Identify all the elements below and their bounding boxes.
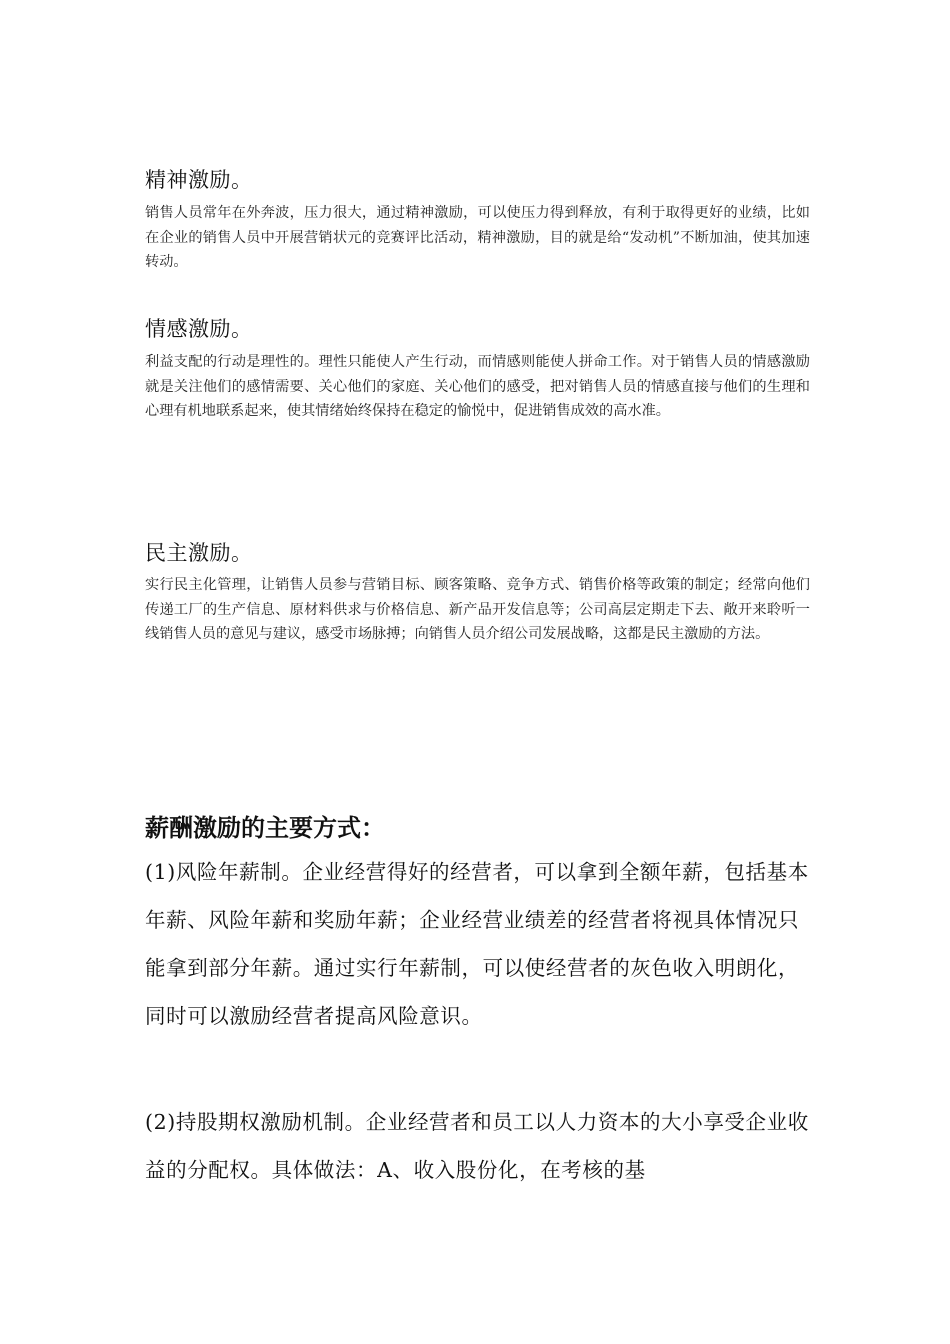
section-body-democratic: 实行民主化管理，让销售人员参与营销目标、顾客策略、竞争方式、销售价格等政策的制定；经常向他们传递工厂的生产信息、原材料供求与价格信息、新产品开发信息等；公司高层定期走下去、敞开来聆听一线销售人员的意见与建议，感受市场脉搏；向销售人员介绍公司发展战略，这都是民主激励的方法。 bbox=[145, 577, 810, 642]
section-body-emotional: 利益支配的行动是理性的。理性只能使人产生行动，而情感则能使人拼命工作。对于销售人员的情感激励就是关注他们的感情需要、关心他们的家庭、关心他们的感受，把对销售人员的情感直接与他们的生理和心理有机地联系起来，使其情绪始终保持在稳定的愉悦中，促进销售成效的高水准。 bbox=[145, 354, 810, 419]
salary-paragraph-risk-annual-pay: (1)风险年薪制。企业经营得好的经营者，可以拿到全额年薪，包括基本年薪、风险年薪和奖励年薪；企业经营业绩差的经营者将视具体情况只能拿到部分年薪。通过实行年薪制，可以使经营者的灰色收入明朗化，同时可以激励经营者提高风险意识。 bbox=[145, 860, 809, 1028]
section-heading-spiritual: 精神激励。 bbox=[145, 168, 253, 192]
salary-paragraph-stock-options: (2)持股期权激励机制。企业经营者和员工以人力资本的大小享受企业收益的分配权。具体做法：A、收入股份化，在考核的基 bbox=[145, 1110, 809, 1182]
salary-incentive-heading: 薪酬激励的主要方式： bbox=[145, 814, 385, 842]
section-body-spiritual: 销售人员常年在外奔波，压力很大，通过精神激励，可以使压力得到释放，有利于取得更好的业绩，比如在企业的销售人员中开展营销状元的竞赛评比活动，精神激励，目的就是给“发动机”不断加油，使其加速转动。 bbox=[145, 205, 810, 270]
section-heading-democratic: 民主激励。 bbox=[145, 541, 253, 565]
section-heading-emotional: 情感激励。 bbox=[145, 317, 253, 341]
